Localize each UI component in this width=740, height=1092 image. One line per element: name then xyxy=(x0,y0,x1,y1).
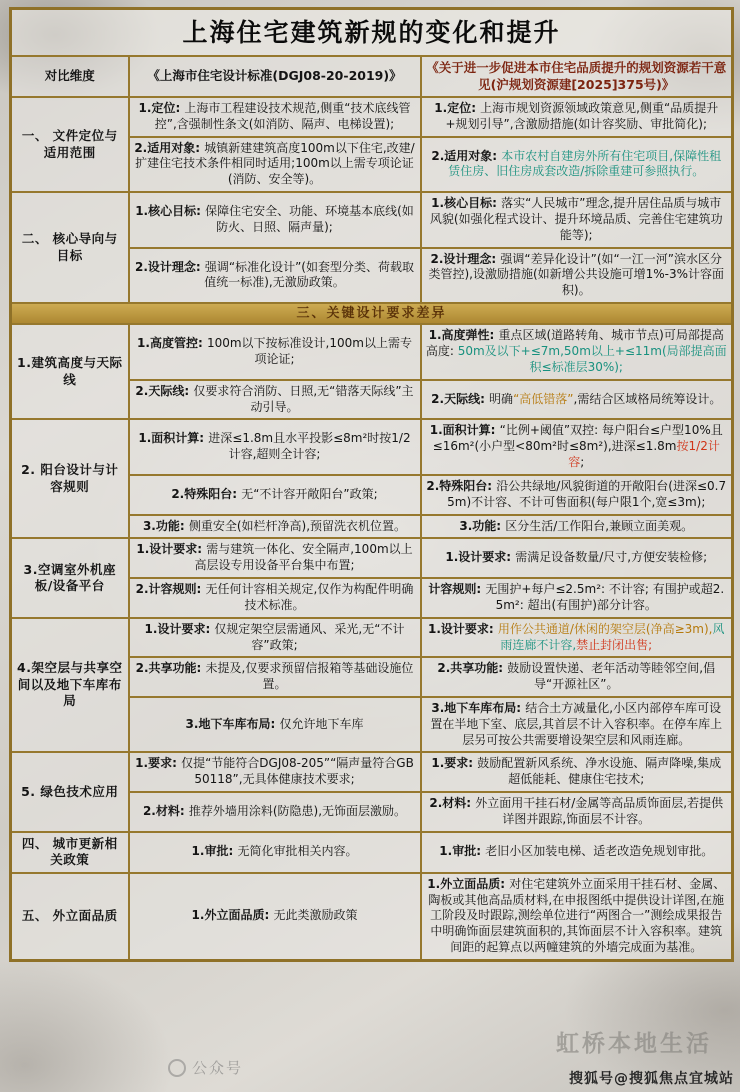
text-segment: 计容规则: xyxy=(428,582,486,597)
standard-cell xyxy=(129,538,421,578)
text-segment: 无任何计容相关规定,仅作为构配件明确技术标准。 xyxy=(205,582,414,612)
new-policy-cell xyxy=(421,697,733,752)
text-segment: 1.要求: xyxy=(431,756,478,771)
text-segment: 3.地下车库布局: xyxy=(431,701,526,715)
text-segment: 老旧小区加装电梯、适老改造免规划审批。 xyxy=(485,844,714,859)
table-row xyxy=(11,873,733,961)
text-segment: 按1/2计容 xyxy=(568,439,720,470)
text-segment: ,需结合区域格局统筹设计。 xyxy=(573,391,722,406)
table-row xyxy=(11,192,733,247)
wechat-watermark xyxy=(168,1057,243,1078)
category-cell: 2. 阳台设计与计容规则 xyxy=(11,419,129,538)
text-segment: 2.材料: xyxy=(142,804,189,819)
text-segment: 2.特殊阳台: xyxy=(426,478,497,493)
text-segment: 2.共享功能: xyxy=(437,661,508,676)
text-segment: 1.定位: xyxy=(434,101,481,115)
text-segment: 2.天际线: xyxy=(135,383,194,398)
standard-cell xyxy=(129,578,421,618)
text-segment: 对住宅建筑外立面采用干挂石材、金属、陶板或其他高品质材料,在申报图纸中提供设计详图,在施工阶段及时跟踪,测绘单位进行“两图合一”测绘成果报告中明确饰面层建筑面积的,其饰面层不计入容积率。建筑间距的起算点以两幢建筑的外墙完成面为基准。 xyxy=(428,876,726,955)
text-segment: 无围护+每户≤2.5m²: 不计容; 有围护或超2.5m²: 超出(有围护)部分计容。 xyxy=(485,582,725,612)
new-policy-cell xyxy=(421,248,733,303)
text-segment: 2.设计理念: xyxy=(430,251,501,266)
source-credit: 搜狐号@搜狐焦点宜城站 xyxy=(569,1071,734,1087)
text-segment: 2.天际线: xyxy=(431,391,490,406)
new-policy-cell xyxy=(421,97,733,137)
text-segment: 明确 xyxy=(489,391,514,406)
text-segment: 1.定位: xyxy=(138,101,185,115)
new-policy-cell xyxy=(421,538,733,578)
header-standard-doc: 《上海市住宅设计标准(DGJ08-20-2019)》 xyxy=(129,56,421,97)
text-segment: 重点区域(道路转角、城市节点)可局部提高高度: xyxy=(425,328,724,359)
text-segment: 落实“人民城市”理念,提升居住品质与城市风貌(如强化程式设计、提升环境品质、完善住宅建筑功能等); xyxy=(429,196,723,242)
section-divider: 三、关键设计要求差异 xyxy=(11,303,733,324)
table-row xyxy=(11,538,733,578)
category-cell: 二、 核心导向与目标 xyxy=(11,192,129,303)
category-cell: 4.架空层与共享空间以及地下车库布局 xyxy=(11,618,129,753)
text-segment: “比例+阈值”双控: 每户阳台≤户型10%且≤16m²(小户型<80m²时≤8m²),进深≤1.8m xyxy=(432,423,723,454)
category-cell: 四、 城市更新相关政策 xyxy=(11,832,129,873)
text-segment: 本市农村自建房外所有住宅项目,保障性租赁住房、旧住房成套改造/拆除重建可参照执行。 xyxy=(448,148,722,179)
text-segment: 1.高度管控: xyxy=(137,336,207,351)
comparison-table xyxy=(9,7,734,962)
new-policy-cell xyxy=(421,752,733,792)
text-segment: 上海市规划资源领域政策意见,侧重“品质提升+规划引导”,含激励措施(如计容奖励、审批简化); xyxy=(445,101,719,131)
new-policy-cell xyxy=(421,657,733,697)
text-segment: 外立面用干挂石材/金属等高品质饰面层,若提供详图并跟踪,饰面层不计容。 xyxy=(475,796,724,826)
header-row xyxy=(11,56,733,97)
text-segment: 需满足设备数量/尺寸,方便安装检修; xyxy=(515,550,708,565)
standard-cell xyxy=(129,419,421,474)
standard-cell xyxy=(129,618,421,658)
table-row xyxy=(11,324,733,379)
text-segment: 仅允许地下车库 xyxy=(279,716,364,731)
text-segment: 鼓励设置快递、老年活动等睦邻空间,倡导“开源社区”。 xyxy=(507,661,716,692)
standard-cell xyxy=(129,192,421,247)
standard-cell xyxy=(129,752,421,792)
text-segment: 100m以下按标准设计,100m以上需专项论证; xyxy=(206,336,412,366)
table-row xyxy=(11,752,733,792)
new-policy-cell xyxy=(421,137,733,192)
text-segment: 鼓励配置新风系统、净水设施、隔声降噪,集成超低能耗、健康住宅技术; xyxy=(477,756,722,787)
page-title: 上海住宅建筑新规的变化和提升 xyxy=(11,9,733,57)
category-cell: 3.空调室外机座板/设备平台 xyxy=(11,538,129,617)
new-policy-cell xyxy=(421,380,733,420)
text-segment: 1.核心目标: xyxy=(135,204,206,219)
new-policy-cell xyxy=(421,324,733,379)
category-cell: 5. 绿色技术应用 xyxy=(11,752,129,831)
text-segment: 强调“标准化设计”(如套型分类、荷载取值统一标准),无激励政策。 xyxy=(204,259,414,290)
text-segment: 1.外立面品质: xyxy=(191,908,274,923)
text-segment: 2.适用对象: xyxy=(431,148,502,163)
text-segment: 风雨连廊不计容, xyxy=(500,621,725,652)
text-segment: 上海市工程建设技术规范,侧重“技术底线管控”,含强制性条文(如消防、隔声、电梯设置); xyxy=(154,101,411,131)
text-segment: 仅提“节能符合DGJ08-205”“隔声量符合GB50118”,无具体健康技术要求; xyxy=(181,756,414,787)
category-cell: 一、 文件定位与适用范围 xyxy=(11,97,129,192)
text-segment: 3.地下车库布局: xyxy=(185,716,280,731)
new-policy-cell xyxy=(421,578,733,618)
table-row xyxy=(11,97,733,137)
text-segment: 结合土方减量化,小区内部停车库可设置在半地下室、底层,其首层不计入容积率。在停车库上层另可按公共需要增设架空层和风雨连廊。 xyxy=(430,701,723,747)
text-segment: 1.外立面品质: xyxy=(427,876,510,891)
table-row xyxy=(11,832,733,873)
standard-cell xyxy=(129,380,421,420)
standard-cell xyxy=(129,248,421,303)
new-policy-cell xyxy=(421,832,733,873)
table-row xyxy=(11,419,733,474)
text-segment: 沿公共绿地/风貌街道的开敞阳台(进深≤0.75m)不计容、不计可售面积(每户限1个,宽≤3m); xyxy=(447,478,727,509)
table-row xyxy=(11,618,733,658)
text-segment: 需与建筑一体化、安全隔声,100m以上高层设专用设备平台集中布置; xyxy=(194,542,413,573)
header-dimension: 对比维度 xyxy=(11,56,129,97)
text-segment: 仅要求符合消防、日照,无“错落天际线”主动引导。 xyxy=(193,383,414,414)
text-segment: 1.审批: xyxy=(191,844,238,859)
text-segment: 3.功能: xyxy=(142,518,189,533)
standard-cell xyxy=(129,137,421,192)
new-policy-cell xyxy=(421,618,733,658)
text-segment: 1.设计要求: xyxy=(427,621,498,636)
text-segment: 1.核心目标: xyxy=(431,196,502,211)
text-segment: 1.设计要求: xyxy=(445,550,516,565)
text-segment: 2.特殊阳台: xyxy=(171,486,242,501)
text-segment: 1.面积计算: xyxy=(429,423,500,438)
wechat-watermark-label: 公众号 xyxy=(192,1059,244,1077)
text-segment: 区分生活/工作阳台,兼顾立面美观。 xyxy=(505,518,694,533)
text-segment: 2.计容规则: xyxy=(135,582,206,597)
new-policy-cell xyxy=(421,192,733,247)
brand-watermark: 虹桥本地生活 xyxy=(556,1031,712,1057)
standard-cell xyxy=(129,873,421,961)
section-divider-row xyxy=(11,303,733,324)
text-segment: 1.设计要求: xyxy=(144,621,215,636)
text-segment: 2.材料: xyxy=(429,796,476,811)
text-segment: 无此类激励政策 xyxy=(273,908,358,923)
text-segment: 保障住宅安全、功能、环境基本底线(如防火、日照、隔声量); xyxy=(205,204,414,234)
new-policy-cell xyxy=(421,515,733,539)
standard-cell xyxy=(129,697,421,752)
category-cell: 五、 外立面品质 xyxy=(11,873,129,961)
text-segment: 无简化审批相关内容。 xyxy=(237,844,358,859)
standard-cell xyxy=(129,324,421,379)
text-segment: 1.高度弹性: xyxy=(428,328,499,343)
stamp-circle-icon xyxy=(168,1059,186,1077)
title-row xyxy=(11,9,733,57)
standard-cell xyxy=(129,97,421,137)
text-segment: 城镇新建建筑高度100m以下住宅,改建/扩建住宅技术条件相同时适用;100m以上需专项论证(消防、安全等)。 xyxy=(135,140,415,187)
text-segment: 50m及以下+≤7m,50m以上+≤11m(局部提高面积≤标准层30%); xyxy=(457,344,727,374)
text-segment: 1.审批: xyxy=(439,844,486,859)
text-segment: “高低错落” xyxy=(513,391,574,406)
text-segment: 推荐外墙用涂料(防隐患),无饰面层激励。 xyxy=(188,804,407,819)
text-segment: 3.功能: xyxy=(459,518,506,533)
text-segment: 禁止封闭出售; xyxy=(576,637,653,652)
text-segment: 仅规定架空层需通风、采光,无“不计容”政策; xyxy=(214,621,405,652)
standard-cell xyxy=(129,832,421,873)
header-new-policy-doc: 《关于进一步促进本市住宅品质提升的规划资源若干意见(沪规划资源建[2025]375号)》 xyxy=(421,56,733,97)
new-policy-cell xyxy=(421,792,733,832)
new-policy-cell xyxy=(421,419,733,474)
standard-cell xyxy=(129,475,421,515)
text-segment: 用作公共通道/休闲的架空层(净高≥3m), xyxy=(497,621,713,636)
standard-cell xyxy=(129,515,421,539)
text-segment: 2.共享功能: xyxy=(135,661,206,676)
text-segment: 无“不计容开敞阳台”政策; xyxy=(241,486,378,501)
text-segment: 侧重安全(如栏杆净高),预留洗衣机位置。 xyxy=(188,518,407,533)
new-policy-cell xyxy=(421,873,733,961)
text-segment: 未提及,仅要求预留信报箱等基础设施位置。 xyxy=(205,661,414,692)
text-segment: 进深≤1.8m且水平投影≤8m²时按1/2计容,超则全计容; xyxy=(208,431,411,462)
text-segment: 强调“差异化设计”(如“一江一河”滨水区分类管控),设激励措施(如新增公共设施可增1%-3%计容面积)。 xyxy=(428,251,725,298)
standard-cell xyxy=(129,657,421,697)
text-segment: 1.面积计算: xyxy=(138,431,209,446)
new-policy-cell xyxy=(421,475,733,515)
category-cell: 1.建筑高度与天际线 xyxy=(11,324,129,419)
text-segment: 1.设计要求: xyxy=(136,542,207,557)
text-segment: 2.设计理念: xyxy=(134,259,205,274)
text-segment: 1.要求: xyxy=(135,756,182,771)
standard-cell xyxy=(129,792,421,832)
text-segment: 2.适用对象: xyxy=(134,140,205,155)
text-segment: ; xyxy=(580,455,585,470)
